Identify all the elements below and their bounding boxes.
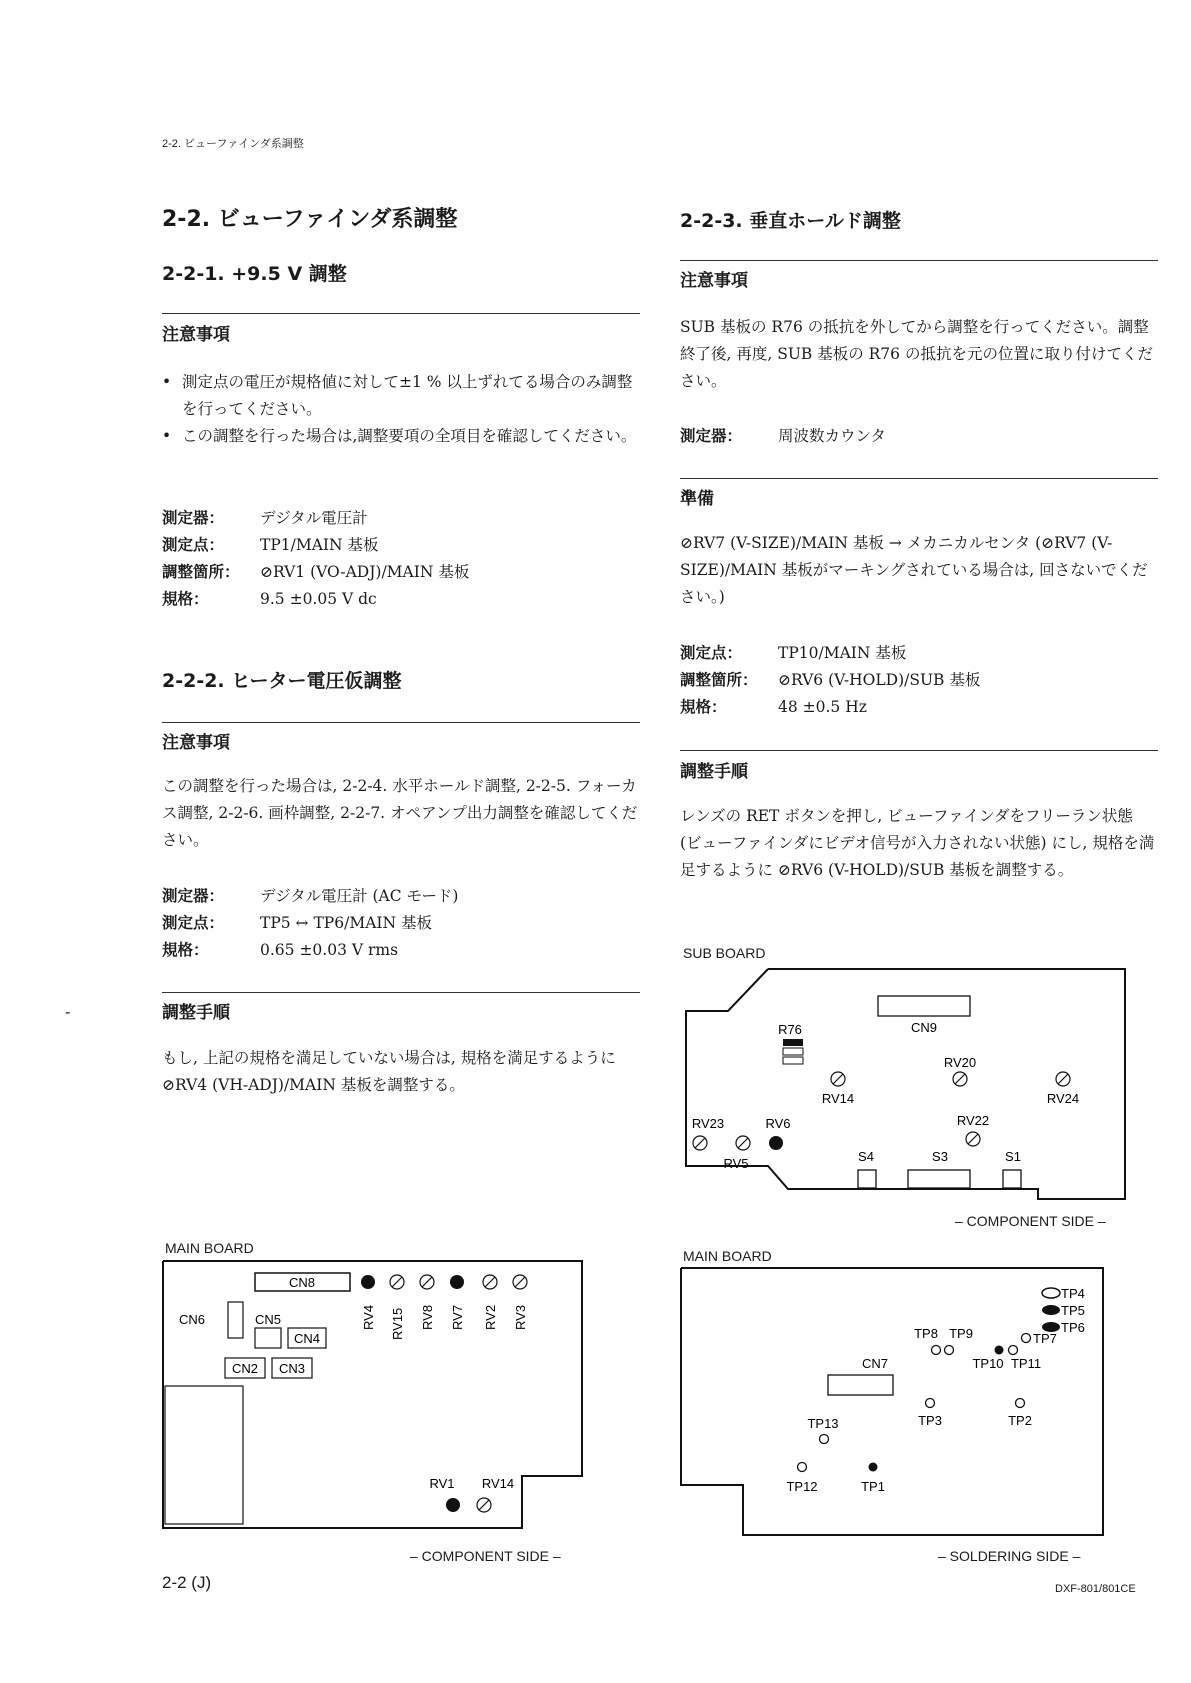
part-label: TP1 — [861, 1479, 885, 1494]
part-label: TP6 — [1061, 1320, 1085, 1335]
sub1-caution-list — [162, 369, 640, 450]
running-header: 2-2. ビューファインダ系調整 — [162, 138, 304, 150]
trimmer-rv6 — [769, 1136, 783, 1150]
main-board-solder-label: MAIN BOARD — [683, 1248, 772, 1264]
sub3-procedure-text: レンズの RET ボタンを押し, ビューファインダをフリーラン状態 (ビューファインダにビデオ信号が入力されない状態) にし, 規格を満足するように ⊘RV6 (V-HOLD)/SUB 基板を調整する。 — [680, 807, 1155, 879]
spec-key: 規格： — [162, 590, 209, 608]
trimmer-rv4 — [361, 1275, 375, 1289]
sub3-spec-table — [680, 640, 1158, 721]
connector-cn6 — [228, 1302, 243, 1338]
sub-board-diagram — [678, 963, 1140, 1203]
sub2-spec-table — [162, 883, 640, 964]
spec-key: 規格： — [680, 698, 727, 716]
spec-value: TP10/MAIN 基板 — [778, 644, 907, 662]
divider — [162, 722, 640, 723]
sub-board-side-label: – COMPONENT SIDE – — [955, 1213, 1106, 1229]
part-label: RV5 — [723, 1156, 749, 1171]
sub3-caution-text: SUB 基板の R76 の抵抗を外してから調整を行ってください。調整終了後, 再度, SUB 基板の R76 の抵抗を元の位置に取り付けてください。 — [680, 318, 1153, 390]
part-label: RV20 — [943, 1055, 977, 1070]
sub2-caution-text: この調整を行った場合は, 2-2-4. 水平ホールド調整, 2-2-5. フォーカス調整, 2-2-6. 画枠調整, 2-2-7. オペアンプ出力調整を確認してください。 — [162, 777, 638, 849]
testpoint-tp13 — [820, 1435, 829, 1444]
spec-value: ⊘RV1 (VO-ADJ)/MAIN 基板 — [260, 563, 470, 581]
sub3-procedure-heading: 調整手順 — [680, 762, 748, 782]
connector-cn7 — [828, 1375, 893, 1395]
testpoint-tp7 — [1022, 1334, 1031, 1343]
part-label: CN8 — [288, 1275, 316, 1290]
sub1-spec-table — [162, 505, 640, 613]
part-label: RV22 — [956, 1113, 990, 1128]
part-label: RV4 — [361, 1304, 376, 1330]
list-item: • この調整を行った場合は,調整要項の全項目を確認してください。 — [162, 423, 640, 450]
part-label: RV14 — [481, 1476, 515, 1491]
part-label: RV1 — [429, 1476, 455, 1491]
testpoint-tp1 — [869, 1463, 878, 1472]
part-label: TP13 — [807, 1416, 839, 1431]
spec-value: TP1/MAIN 基板 — [260, 536, 379, 554]
spec-key: 測定器： — [162, 509, 225, 527]
spec-key: 測定点： — [162, 914, 225, 932]
part-label: TP2 — [1008, 1413, 1032, 1428]
part-label: TP4 — [1061, 1286, 1085, 1301]
part-label: CN3 — [278, 1361, 306, 1376]
part-label: CN5 — [254, 1312, 282, 1327]
part-label: TP5 — [1061, 1303, 1085, 1318]
switch-s4 — [858, 1170, 876, 1188]
sub2-procedure-heading: 調整手順 — [162, 1003, 230, 1023]
spec-value: デジタル電圧計 — [260, 509, 368, 527]
part-label: CN7 — [861, 1356, 889, 1371]
part-label: RV23 — [691, 1116, 725, 1131]
switch-s3 — [908, 1170, 970, 1188]
spec-key: 調整箇所： — [680, 671, 758, 689]
trimmer-rv14 — [477, 1498, 491, 1512]
part-label: S4 — [858, 1149, 874, 1164]
sub3-prep-heading: 準備 — [680, 489, 714, 509]
divider — [680, 478, 1158, 479]
part-label: RV7 — [450, 1304, 465, 1330]
part-label: RV8 — [420, 1304, 435, 1330]
shield-block — [165, 1386, 243, 1524]
trimmer-rv8 — [420, 1275, 434, 1289]
part-label: RV6 — [765, 1116, 791, 1131]
sub2-procedure-text: もし, 上記の規格を満足していない場合は, 規格を満足するように ⊘RV4 (VH-ADJ)/MAIN 基板を調整する。 — [162, 1049, 616, 1094]
trimmer-rv22 — [966, 1132, 980, 1146]
sub1-title: 2-2-1. +9.5 V 調整 — [162, 263, 347, 285]
switch-s1 — [1003, 1170, 1021, 1188]
divider — [162, 992, 640, 993]
board-outline — [681, 1268, 1103, 1535]
spec-value: 0.65 ±0.03 V rms — [260, 941, 399, 959]
trimmer-rv3 — [513, 1275, 527, 1289]
trimmer-rv24 — [1056, 1072, 1070, 1086]
trimmer-rv5 — [736, 1136, 750, 1150]
spec-value: ⊘RV6 (V-HOLD)/SUB 基板 — [778, 671, 981, 689]
part-label: RV15 — [390, 1307, 405, 1340]
main-board-component-side-label: – COMPONENT SIDE – — [410, 1548, 561, 1564]
part-label: CN6 — [178, 1312, 206, 1327]
spec-value: 48 ±0.5 Hz — [778, 698, 867, 716]
part-label: RV2 — [483, 1304, 498, 1330]
part-label: S1 — [1005, 1149, 1021, 1164]
divider — [162, 313, 640, 314]
testpoint-tp11 — [1009, 1346, 1018, 1355]
spec-value: 9.5 ±0.05 V dc — [260, 590, 377, 608]
connector-cn9 — [878, 996, 970, 1016]
spec-key: 調整箇所： — [162, 563, 240, 581]
trimmer-rv1 — [446, 1498, 460, 1512]
testpoint-tp9 — [945, 1346, 954, 1355]
testpoint-tp10 — [995, 1346, 1004, 1355]
part-label: CN2 — [231, 1361, 259, 1376]
trimmer-rv2 — [483, 1275, 497, 1289]
resistor-r76-pad — [783, 1057, 803, 1064]
spec-key: 規格： — [162, 941, 209, 959]
stray-mark: - — [65, 1002, 71, 1021]
part-label: CN9 — [910, 1020, 938, 1035]
sub3-prep-text: ⊘RV7 (V-SIZE)/MAIN 基板 → メカニカルセンタ (⊘RV7 (V-SIZE)/MAIN 基板がマーキングされている場合は, 回さないでください。) — [680, 534, 1148, 606]
part-label: TP9 — [949, 1326, 973, 1341]
trimmer-rv23 — [693, 1136, 707, 1150]
testpoint-tp3 — [926, 1399, 935, 1408]
main-board-solder-side-label: – SOLDERING SIDE – — [938, 1548, 1081, 1564]
spec-value: 周波数カウンタ — [778, 427, 886, 445]
part-label: TP8 — [914, 1326, 938, 1341]
part-label: TP12 — [786, 1479, 818, 1494]
resistor-r76 — [783, 1039, 803, 1046]
testpoint-tp5 — [1042, 1305, 1060, 1315]
main-board-component-diagram — [160, 1258, 590, 1540]
part-label: TP10 — [972, 1356, 1004, 1371]
part-label: TP11 — [1010, 1356, 1042, 1371]
list-item: • 測定点の電圧が規格値に対して±1 % 以上ずれてる場合のみ調整を行ってください。 — [162, 369, 640, 423]
trimmer-rv14 — [831, 1072, 845, 1086]
sub-board-label: SUB BOARD — [683, 945, 766, 961]
main-board-solder-diagram — [678, 1265, 1110, 1540]
sub1-caution-heading: 注意事項 — [162, 325, 230, 345]
spec-value: デジタル電圧計 (AC モード) — [260, 887, 459, 905]
page-number: 2-2 (J) — [162, 1573, 212, 1592]
part-label: TP7 — [1033, 1331, 1057, 1346]
part-label: R76 — [778, 1022, 802, 1037]
spec-value: TP5 ↔ TP6/MAIN 基板 — [260, 914, 432, 932]
spec-key: 測定点： — [680, 644, 743, 662]
testpoint-tp2 — [1016, 1399, 1025, 1408]
section-title: 2-2. ビューファインダ系調整 — [162, 207, 458, 232]
spec-key: 測定点： — [162, 536, 225, 554]
testpoint-tp4 — [1042, 1288, 1060, 1298]
spec-key: 測定器： — [162, 887, 225, 905]
board-outline — [163, 1261, 582, 1528]
part-label: RV14 — [821, 1091, 855, 1106]
part-label: CN4 — [293, 1331, 321, 1346]
sub3-caution-heading: 注意事項 — [680, 271, 748, 291]
connector-cn5 — [255, 1328, 281, 1348]
resistor-r76-pad — [783, 1048, 803, 1055]
sub2-caution-heading: 注意事項 — [162, 733, 230, 753]
divider — [680, 750, 1158, 751]
trimmer-rv7 — [450, 1275, 464, 1289]
sub2-title: 2-2-2. ヒーター電圧仮調整 — [162, 670, 402, 692]
testpoint-tp8 — [932, 1346, 941, 1355]
main-board-component-label: MAIN BOARD — [165, 1240, 254, 1256]
board-outline — [686, 969, 1125, 1199]
trimmer-rv20 — [953, 1072, 967, 1086]
testpoint-tp12 — [798, 1463, 807, 1472]
part-label: RV3 — [513, 1304, 528, 1330]
part-label: S3 — [932, 1149, 948, 1164]
sub3-instrument — [680, 423, 1158, 450]
model-number: DXF-801/801CE — [1055, 1583, 1136, 1595]
divider — [680, 260, 1158, 261]
trimmer-rv15 — [390, 1275, 404, 1289]
part-label: TP3 — [918, 1413, 942, 1428]
part-label: RV24 — [1046, 1091, 1080, 1106]
sub3-title: 2-2-3. 垂直ホールド調整 — [680, 210, 901, 232]
spec-key: 測定器： — [680, 427, 743, 445]
